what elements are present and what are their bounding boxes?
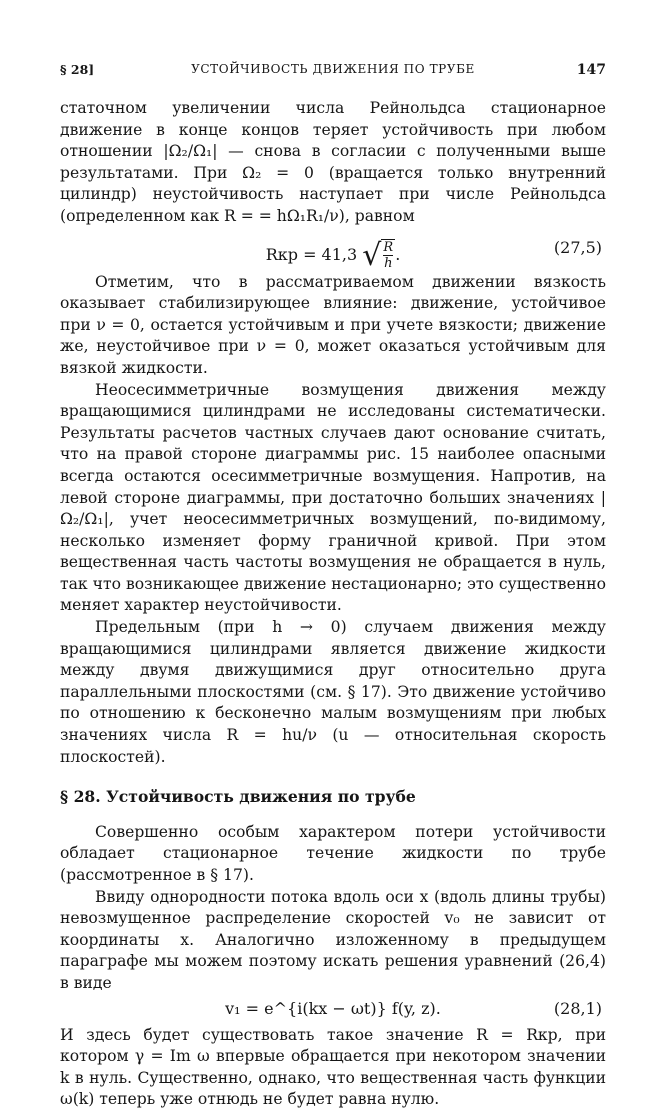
equation-expression bbox=[60, 238, 606, 273]
equation-number: (28,1) bbox=[553, 998, 602, 1018]
equation-28-1 bbox=[60, 995, 606, 1025]
running-header bbox=[60, 62, 606, 82]
page-body bbox=[60, 98, 606, 1111]
radical-sign-icon: √ bbox=[362, 237, 382, 273]
paragraph-homogeneity: Ввиду однородности потока вдоль оси x (вдоль длины трубы) невозмущенное распределение скоростей v₀ не зависит от координаты x. Аналогично изложенному в предыдущем параграфе мы можем поэтому искать решения уравнений (26,4) в виде bbox=[60, 887, 606, 992]
running-title: УСТОЙЧИВОСТЬ ДВИЖЕНИЯ ПО ТРУБЕ bbox=[191, 62, 475, 76]
paragraph-viscosity: Отметим, что в рассматриваемом движении вязкость оказывает стабилизирующее влияние: движение, устойчивое при ν = 0, остается устойчивым и при учете вязкости; движение же, неустойчивое при ν = 0, может оказаться устойчивым для вязкой жидкости. bbox=[60, 272, 606, 377]
equation-tail: . bbox=[395, 244, 401, 264]
page-number: 147 bbox=[576, 62, 606, 78]
paragraph-nonaxisymmetric: Неосесимметричные возмущения движения между вращающимися цилиндрами не исследованы систематически. Результаты расчетов частных случаев дают основание считать, что на правой стороне диаграммы рис. 15 наиболее опасными всегда остаются осесимметричные возмущения. Напротив, на левой стороне диаграммы, при достаточно больших значениях |Ω₂/Ω₁|, учет неосесимметричных возмущений, по-видимому, несколько изменяет форму граничной кривой. При этом вещественная часть частоты возмущения не обращается в нуль, так что возникающее движение нестационарно; это существенно меняет характер неустойчивости. bbox=[60, 380, 606, 615]
paragraph-limit-case: Предельным (при h → 0) случаем движения между вращающимися цилиндрами является движение жидкости между двумя движущимися друг относительно друга параллельными плоскостями (см. § 17). Это движение устойчиво по отношению к бесконечно малым возмущениям при любых значениях числа R = hu/ν (u — относительная скорость плоскостей). bbox=[60, 618, 606, 766]
paragraph-critical-value: И здесь будет существовать такое значение R = Rкр, при котором γ = Im ω впервые обращается при некотором значении k в нуль. Существенно, однако, что вещественная часть функции ω(k) теперь уже отнюдь не будет равна нулю. bbox=[60, 1025, 606, 1109]
equation-expression: v₁ = e^{i(kx − ωt)} f(y, z). bbox=[225, 998, 441, 1018]
equation-number: (27,5) bbox=[553, 237, 602, 257]
paragraph-continuation: статочном увеличении числа Рейнольдса стационарное движение в конце концов теряет устойчивость при любом отношении |Ω₂/Ω₁| — снова в согласии с полученными выше результатами. При Ω₂ = 0 (вращается только внутренний цилиндр) неустойчивость наступает при числе Рейнольдса (определенном как R = = hΩ₁R₁/ν), равном bbox=[60, 99, 606, 225]
equation-27-5 bbox=[60, 228, 606, 272]
section-heading: § 28. Устойчивость движения по трубе bbox=[60, 787, 416, 807]
equation-lhs: Rкр = 41,3 bbox=[265, 244, 358, 264]
paragraph-pipe-intro: Совершенно особым характером потери устойчивости обладает стационарное течение жидкости по трубе (рассмотренное в § 17). bbox=[60, 822, 606, 884]
section-reference: § 28] bbox=[60, 62, 95, 77]
fraction-denominator: h bbox=[384, 256, 393, 272]
fraction-numerator: R bbox=[383, 240, 394, 256]
fraction bbox=[381, 239, 395, 271]
square-root bbox=[362, 238, 395, 273]
